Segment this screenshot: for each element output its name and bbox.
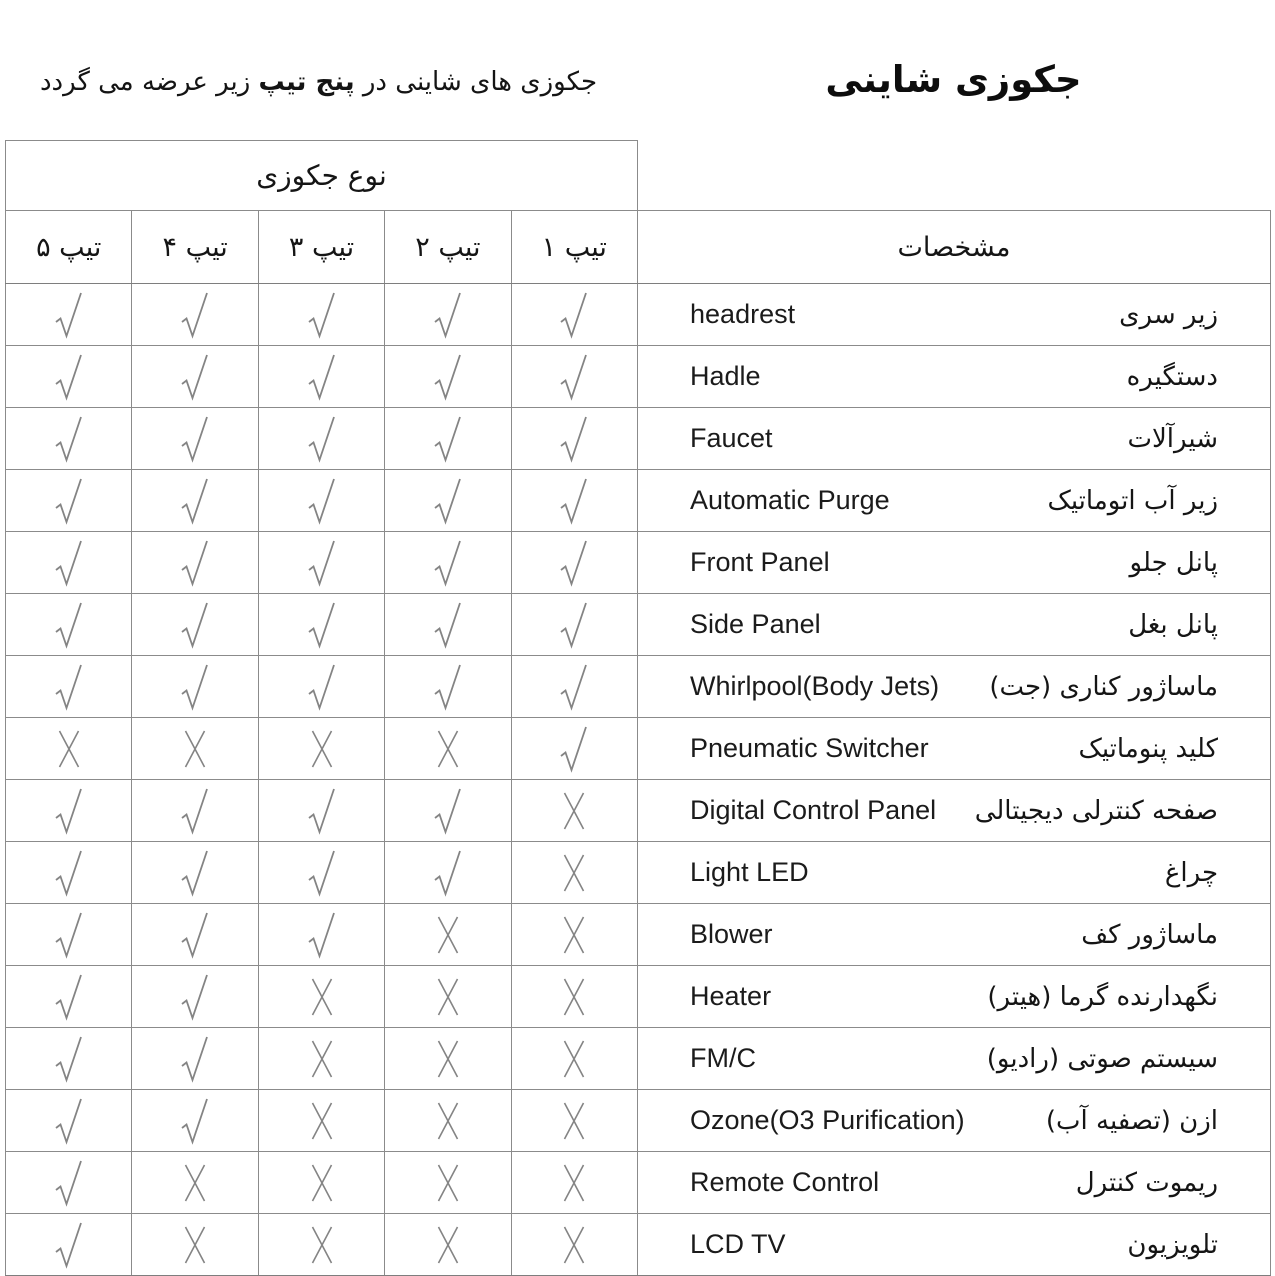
check-icon	[52, 972, 86, 1022]
feature-label-english: Digital Control Panel	[690, 795, 937, 825]
feature-name-cell	[638, 594, 1271, 656]
feature-label-english: Light LED	[690, 857, 809, 887]
check-icon	[305, 786, 339, 836]
feature-label-english: Heater	[690, 981, 772, 1011]
check-icon	[52, 786, 86, 836]
table-row	[6, 780, 1271, 842]
check-icon	[305, 352, 339, 402]
feature-label-english: LCD TV	[690, 1229, 786, 1259]
availability-check-cell	[6, 408, 132, 470]
availability-check-cell	[6, 656, 132, 718]
availability-check-cell	[385, 842, 511, 904]
feature-label-farsi: ماساژور کناری (جت)	[989, 671, 1219, 702]
feature-name-cell	[638, 842, 1271, 904]
cross-icon	[434, 1099, 462, 1143]
feature-rows	[6, 284, 1271, 1276]
availability-cross-cell	[6, 718, 132, 780]
type-3-header: تیپ ۳	[258, 211, 384, 284]
feature-label-farsi: تلویزیون	[1127, 1229, 1219, 1260]
subtitle-suffix: زیر عرضه می گردد	[39, 67, 259, 97]
availability-check-cell	[511, 656, 637, 718]
table-row	[6, 656, 1271, 718]
check-icon	[178, 1034, 212, 1084]
availability-check-cell	[6, 1028, 132, 1090]
availability-cross-cell	[132, 718, 258, 780]
feature-label-farsi: پانل جلو	[1129, 547, 1219, 578]
availability-cross-cell	[385, 1090, 511, 1152]
availability-cross-cell	[511, 842, 637, 904]
availability-check-cell	[511, 346, 637, 408]
feature-label-farsi: صفحه کنترلی دیجیتالی	[974, 795, 1219, 826]
availability-check-cell	[132, 532, 258, 594]
cross-icon	[55, 727, 83, 771]
header-spacer	[638, 141, 1271, 211]
availability-check-cell	[6, 470, 132, 532]
feature-label-english: Automatic Purge	[690, 485, 890, 515]
cross-icon	[181, 1161, 209, 1205]
feature-name-cell	[638, 1028, 1271, 1090]
cross-icon	[560, 1223, 588, 1267]
table-row	[6, 1028, 1271, 1090]
availability-check-cell	[258, 656, 384, 718]
availability-check-cell	[511, 532, 637, 594]
feature-label-farsi: شیرآلات	[1127, 423, 1219, 454]
check-icon	[178, 972, 212, 1022]
check-icon	[557, 414, 591, 464]
availability-check-cell	[132, 408, 258, 470]
check-icon	[178, 848, 212, 898]
availability-cross-cell	[132, 1152, 258, 1214]
table-row	[6, 408, 1271, 470]
availability-check-cell	[132, 470, 258, 532]
availability-cross-cell	[258, 966, 384, 1028]
cross-icon	[308, 1161, 336, 1205]
availability-cross-cell	[258, 1214, 384, 1276]
check-icon	[431, 848, 465, 898]
availability-check-cell	[6, 904, 132, 966]
availability-check-cell	[6, 966, 132, 1028]
check-icon	[431, 414, 465, 464]
check-icon	[305, 414, 339, 464]
availability-check-cell	[258, 532, 384, 594]
feature-label-english: Whirlpool(Body Jets)	[690, 671, 940, 701]
check-icon	[557, 290, 591, 340]
feature-name-cell	[638, 656, 1271, 718]
check-icon	[178, 1096, 212, 1146]
check-icon	[178, 662, 212, 712]
feature-name-cell	[638, 1152, 1271, 1214]
check-icon	[557, 352, 591, 402]
specifications-header: مشخصات	[638, 211, 1271, 284]
availability-check-cell	[132, 780, 258, 842]
table-row	[6, 346, 1271, 408]
cross-icon	[434, 1223, 462, 1267]
check-icon	[557, 538, 591, 588]
cross-icon	[181, 727, 209, 771]
check-icon	[431, 662, 465, 712]
feature-name-cell	[638, 532, 1271, 594]
availability-check-cell	[385, 594, 511, 656]
availability-cross-cell	[511, 780, 637, 842]
table-row	[6, 1152, 1271, 1214]
check-icon	[305, 662, 339, 712]
availability-check-cell	[258, 842, 384, 904]
availability-cross-cell	[511, 1090, 637, 1152]
check-icon	[178, 290, 212, 340]
feature-name-cell	[638, 470, 1271, 532]
cross-icon	[560, 1037, 588, 1081]
availability-cross-cell	[258, 1152, 384, 1214]
subtitle-emphasis: پنج تیپ	[258, 67, 355, 97]
availability-check-cell	[132, 346, 258, 408]
availability-cross-cell	[385, 1152, 511, 1214]
feature-label-farsi: سیستم صوتی (رادیو)	[986, 1043, 1219, 1074]
availability-check-cell	[385, 408, 511, 470]
check-icon	[431, 600, 465, 650]
cross-icon	[560, 975, 588, 1019]
feature-label-farsi: پانل بغل	[1128, 609, 1219, 640]
availability-cross-cell	[511, 904, 637, 966]
cross-icon	[560, 851, 588, 895]
feature-name-cell	[638, 284, 1271, 346]
cross-icon	[560, 1099, 588, 1143]
cross-icon	[308, 727, 336, 771]
type-5-header: تیپ ۵	[6, 211, 132, 284]
availability-check-cell	[511, 594, 637, 656]
feature-label-english: Ozone(O3 Purification)	[690, 1105, 965, 1135]
availability-check-cell	[132, 656, 258, 718]
check-icon	[431, 352, 465, 402]
check-icon	[52, 1220, 86, 1270]
type-4-header: تیپ ۴	[132, 211, 258, 284]
availability-check-cell	[258, 470, 384, 532]
table-row	[6, 284, 1271, 346]
availability-cross-cell	[258, 1028, 384, 1090]
check-icon	[557, 724, 591, 774]
feature-name-cell	[638, 718, 1271, 780]
availability-check-cell	[385, 284, 511, 346]
jacuzzi-type-group-header: نوع جکوزی	[6, 141, 638, 211]
check-icon	[178, 910, 212, 960]
check-icon	[52, 1158, 86, 1208]
table-row	[6, 842, 1271, 904]
type-1-header: تیپ ۱	[511, 211, 637, 284]
check-icon	[305, 600, 339, 650]
check-icon	[557, 662, 591, 712]
availability-check-cell	[132, 904, 258, 966]
feature-label-farsi: نگهدارنده گرما (هیتر)	[987, 981, 1219, 1012]
check-icon	[557, 600, 591, 650]
feature-label-english: Front Panel	[690, 547, 830, 577]
feature-label-farsi: دستگیره	[1126, 361, 1219, 392]
check-icon	[431, 786, 465, 836]
availability-check-cell	[385, 532, 511, 594]
feature-label-farsi: ریموت کنترل	[1075, 1167, 1219, 1198]
feature-label-farsi: زیر آب اتوماتیک	[1047, 485, 1219, 516]
table-row	[6, 532, 1271, 594]
availability-cross-cell	[511, 966, 637, 1028]
availability-check-cell	[132, 284, 258, 346]
table-row	[6, 594, 1271, 656]
feature-name-cell	[638, 780, 1271, 842]
table-row	[6, 1214, 1271, 1276]
feature-name-cell	[638, 904, 1271, 966]
table-row	[6, 904, 1271, 966]
availability-cross-cell	[385, 966, 511, 1028]
check-icon	[431, 538, 465, 588]
cross-icon	[434, 975, 462, 1019]
availability-cross-cell	[511, 1028, 637, 1090]
availability-check-cell	[6, 1152, 132, 1214]
availability-check-cell	[511, 284, 637, 346]
feature-label-english: Side Panel	[690, 609, 821, 639]
cross-icon	[434, 1161, 462, 1205]
check-icon	[52, 1096, 86, 1146]
feature-label-farsi: ازن (تصفیه آب)	[1045, 1105, 1219, 1136]
feature-name-cell	[638, 408, 1271, 470]
availability-check-cell	[385, 656, 511, 718]
cross-icon	[308, 975, 336, 1019]
availability-cross-cell	[385, 1028, 511, 1090]
availability-cross-cell	[385, 1214, 511, 1276]
check-icon	[178, 600, 212, 650]
availability-check-cell	[258, 408, 384, 470]
availability-check-cell	[258, 284, 384, 346]
feature-label-english: Pneumatic Switcher	[690, 733, 929, 763]
check-icon	[52, 414, 86, 464]
cross-icon	[560, 1161, 588, 1205]
feature-name-cell	[638, 1090, 1271, 1152]
cross-icon	[560, 789, 588, 833]
availability-check-cell	[385, 470, 511, 532]
availability-check-cell	[132, 966, 258, 1028]
check-icon	[52, 910, 86, 960]
feature-label-farsi: چراغ	[1164, 857, 1219, 888]
availability-cross-cell	[511, 1214, 637, 1276]
availability-check-cell	[6, 1214, 132, 1276]
subtitle-prefix: جکوزی های شاینی در	[354, 67, 598, 97]
group-header-row	[6, 141, 1271, 211]
feature-name-cell	[638, 346, 1271, 408]
table-row	[6, 966, 1271, 1028]
feature-label-english: Blower	[690, 919, 773, 949]
feature-name-cell	[638, 1214, 1271, 1276]
availability-check-cell	[258, 780, 384, 842]
availability-check-cell	[132, 594, 258, 656]
cross-icon	[434, 727, 462, 771]
availability-cross-cell	[132, 1214, 258, 1276]
feature-label-farsi: کلید پنوماتیک	[1078, 733, 1219, 764]
check-icon	[557, 476, 591, 526]
feature-label-farsi: ماساژور کف	[1081, 919, 1219, 950]
feature-label-english: Remote Control	[690, 1167, 880, 1197]
page-subtitle	[0, 67, 637, 97]
check-icon	[52, 352, 86, 402]
availability-check-cell	[258, 904, 384, 966]
check-icon	[52, 538, 86, 588]
check-icon	[431, 290, 465, 340]
check-icon	[178, 414, 212, 464]
check-icon	[52, 476, 86, 526]
cross-icon	[308, 1223, 336, 1267]
availability-check-cell	[258, 346, 384, 408]
column-header-row	[6, 211, 1271, 284]
feature-label-english: Faucet	[690, 423, 773, 453]
check-icon	[178, 352, 212, 402]
availability-cross-cell	[385, 904, 511, 966]
feature-label-farsi: زیر سری	[1119, 299, 1219, 330]
availability-check-cell	[132, 1090, 258, 1152]
cross-icon	[308, 1037, 336, 1081]
check-icon	[178, 476, 212, 526]
availability-check-cell	[132, 1028, 258, 1090]
availability-cross-cell	[385, 718, 511, 780]
check-icon	[431, 476, 465, 526]
availability-cross-cell	[258, 718, 384, 780]
availability-check-cell	[6, 1090, 132, 1152]
check-icon	[52, 290, 86, 340]
availability-check-cell	[6, 780, 132, 842]
availability-check-cell	[258, 594, 384, 656]
feature-label-english: headrest	[690, 299, 796, 329]
spec-table	[5, 140, 1271, 1276]
availability-check-cell	[6, 346, 132, 408]
table-row	[6, 1090, 1271, 1152]
cross-icon	[181, 1223, 209, 1267]
check-icon	[52, 662, 86, 712]
availability-check-cell	[511, 408, 637, 470]
check-icon	[305, 848, 339, 898]
availability-check-cell	[385, 346, 511, 408]
table-row	[6, 470, 1271, 532]
cross-icon	[434, 1037, 462, 1081]
check-icon	[178, 786, 212, 836]
availability-check-cell	[6, 284, 132, 346]
check-icon	[305, 290, 339, 340]
page-title: جکوزی شاینی	[825, 58, 1082, 101]
type-2-header: تیپ ۲	[385, 211, 511, 284]
check-icon	[52, 848, 86, 898]
availability-check-cell	[132, 842, 258, 904]
availability-cross-cell	[258, 1090, 384, 1152]
availability-check-cell	[511, 718, 637, 780]
cross-icon	[308, 1099, 336, 1143]
check-icon	[305, 910, 339, 960]
cross-icon	[560, 913, 588, 957]
check-icon	[52, 1034, 86, 1084]
availability-check-cell	[6, 594, 132, 656]
check-icon	[52, 600, 86, 650]
availability-check-cell	[511, 470, 637, 532]
availability-cross-cell	[511, 1152, 637, 1214]
check-icon	[178, 538, 212, 588]
check-icon	[305, 538, 339, 588]
cross-icon	[434, 913, 462, 957]
table-row	[6, 718, 1271, 780]
feature-name-cell	[638, 966, 1271, 1028]
availability-check-cell	[6, 842, 132, 904]
feature-label-english: Hadle	[690, 361, 761, 391]
availability-check-cell	[385, 780, 511, 842]
feature-label-english: FM/C	[690, 1043, 756, 1073]
check-icon	[305, 476, 339, 526]
availability-check-cell	[6, 532, 132, 594]
